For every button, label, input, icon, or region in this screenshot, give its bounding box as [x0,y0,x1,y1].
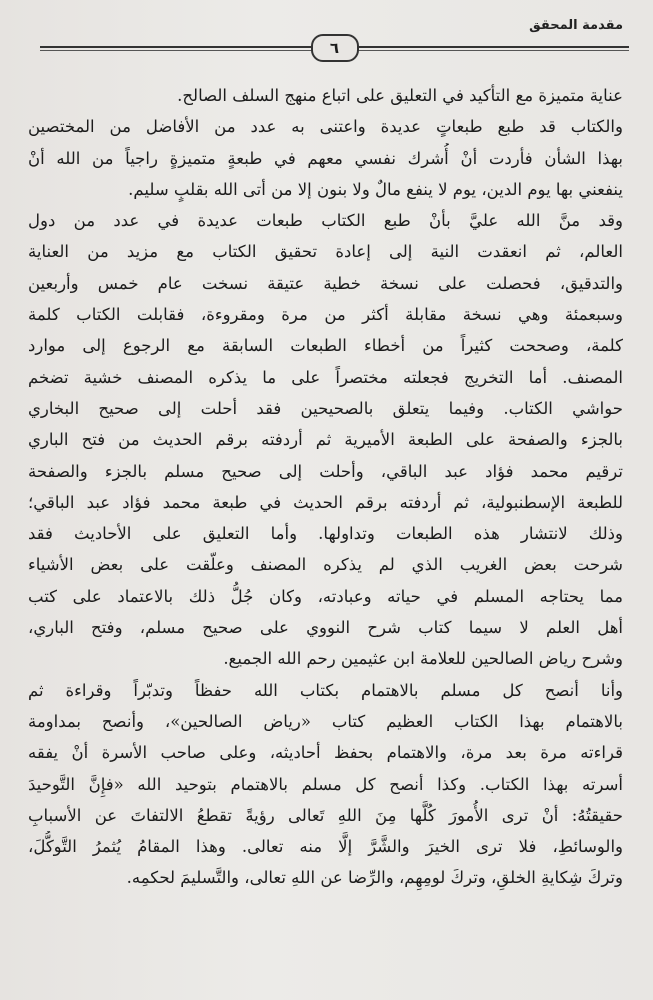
text-line: ترقيم محمد فؤاد عبد الباقي، وأحلت إلى صحيح مسلم بالجزء والصفحة [28,461,623,481]
text-line: للطبعة الإسطنبولية، ثم أردفته برقم الحديث في طبعة محمد فؤاد عبد الباقي؛ [28,492,623,512]
text-line: ينفعني بها يوم الدين، يوم لا ينفع مالٌ ولا بنون إلا من أتى الله بقلبٍ سليم. [128,179,623,199]
text-line: حواشي الكتاب. وفيما يتعلق بالصحيحين فقد أحلت إلى صحيح البخاري [28,398,623,418]
text-line: أسرته بهذا الكتاب. وكذا أنصح كل مسلم بالاهتمام بتوحيد الله «فإِنَّ التَّوحيدَ [28,774,623,794]
text-line: العالم، ثم انعقدت النية إلى إعادة تحقيق الكتاب مع مزيد من العناية [28,242,623,262]
text-line: أهل العلم لا سيما كتاب شرح النووي على صحيح مسلم، وفتح الباري، [28,618,623,638]
text-line: شرحت بعض الغريب الذي لم يذكره المصنف وعلّقت على بعض الأشياء [28,555,623,575]
paragraph [28,111,623,205]
text-line: قراءته مرة بعد مرة، والاهتمام بحفظ أحاديثه، وعلى صاحب الأسرة أنْ يفقه [28,743,623,763]
text-line: والتدقيق، فحصلت على نسخة خطية عتيقة نسخت عام خمس وأربعين [28,273,623,293]
text-line: عناية متميزة مع التأكيد في التعليق على اتباع منهج السلف الصالح. [177,86,623,105]
text-line: والوسائطِ، فلا ترى الخيرَ والشَّرَّ إلَّا منه تعالى. وهذا المقامُ يُثمرُ التَّوكُّلَ، [28,837,623,857]
running-header-title: مقدمة المحقق [529,18,623,33]
page-number: ٦ [311,34,359,62]
text-line: وقد منَّ الله عليَّ بأنْ طبع الكتاب طبعات عديدة في عدد من دول [28,211,623,231]
text-line: بالجزء والصفحة على الطبعة الأميرية ثم أردفته برقم الحديث من فتح الباري [28,430,623,450]
text-line: بهذا الشأن فأردت أنْ أُشرك نفسي معهم في طبعةٍ متميزةٍ راجياً من الله أنْ [28,148,623,168]
text-line: مما يحتاجه المسلم في حياته وعبادته، وكان جُلُّ ذلك بالاعتماد على كتب [28,586,623,606]
text-line: وسبعمئة وهي نسخة مقابلة أكثر من مرة ومقروءة، فقابلت الكتاب كلمة [28,305,623,325]
text-line: وأنا أنصح كل مسلم بالاهتمام بكتاب الله حفظاً وتدبّراً وقراءة ثم [28,680,623,700]
text-line: حقيقتُهُ: أنْ ترى الأُمورَ كُلَّها مِنَ اللهِ تَعالى رؤيةً تقطعُ الالتفاتَ عن الأسبابِ [28,805,623,825]
text-line: وذلك لانتشار هذه الطبعات وتداولها. وأما التعليق على الأحاديث فقد [28,524,623,544]
text-line: المصنف. أما التخريج فجعلته مختصراً على ما يذكره المصنف خشية تضخم [28,367,623,387]
body-text [28,80,623,894]
paragraph [28,675,623,894]
text-line: بالاهتمام بهذا الكتاب العظيم كتاب «رياض الصالحين»، وأنصح بمداومة [28,711,623,731]
text-line: وتركَ شِكايةِ الخلقِ، وتركَ لومِهِم، والرِّضا عن اللهِ تعالى، والتَّسليمَ لحكمِه. [126,868,623,888]
paragraph [28,80,623,111]
text-line: والكتاب قد طبع طبعاتٍ عديدة واعتنى به عدد من الأفاضل من المختصين [28,117,623,137]
text-line: وشرح رياض الصالحين للعلامة ابن عثيمين رحم الله الجميع. [223,649,623,669]
text-line: كلمة، وصححت كثيراً من أخطاء الطبعات السابقة مع الرجوع إلى موارد [28,336,623,356]
paragraph [28,205,623,674]
page-header [40,14,629,56]
